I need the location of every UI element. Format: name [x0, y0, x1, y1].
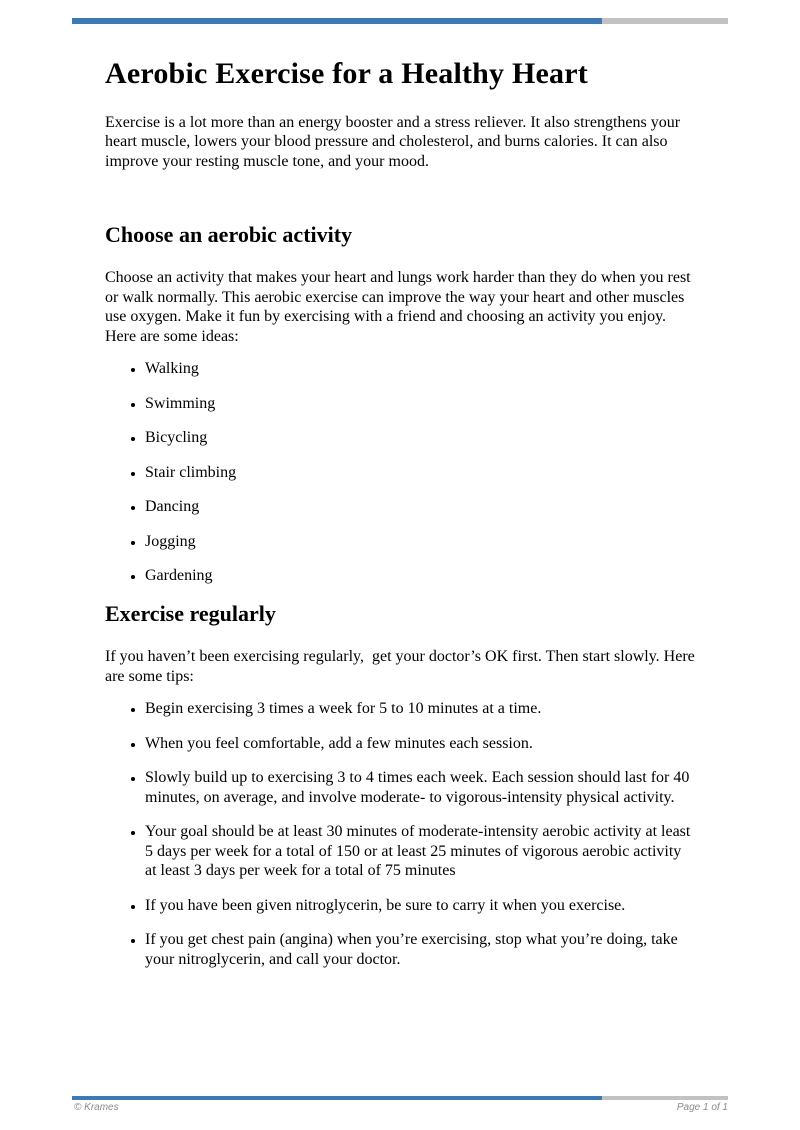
list-item: • When you feel comfortable, add a few minutes each session.	[145, 734, 695, 754]
section-heading-choose-activity: Choose an aerobic activity	[105, 222, 353, 247]
footer-rule-gray-segment	[602, 1096, 728, 1100]
list-item: • Swimming	[145, 394, 695, 414]
section-heading-exercise-regularly: Exercise regularly	[105, 600, 276, 626]
footer-copyright: © Krames	[74, 1102, 119, 1113]
list-item: • If you have been given nitroglycerin, be sure to carry it when you exercise.	[145, 896, 695, 916]
list-item: • Begin exercising 3 times a week for 5 to 10 minutes at a time.	[145, 699, 695, 719]
list-item: • If you get chest pain (angina) when you’re exercising, stop what you’re doing, take your nitroglycerin, and call your doctor.	[145, 930, 695, 969]
list-item: • Bicycling	[145, 428, 695, 448]
footer-rule	[72, 1096, 728, 1100]
footer-page-number: Page 1 of 1	[676, 1102, 728, 1113]
section-body-choose-activity: Choose an activity that makes your heart and lungs work harder than they do when you rest or walk normally. This aerobic exercise can improve the way your heart and other muscles use oxygen. Make it fun by exercising with a friend and choosing an activity you enjoy. Here are some ideas:	[105, 269, 695, 345]
section-body-exercise-regularly: If you haven’t been exercising regularly, get your doctor’s OK first. Then start slowly. Here are some tips:	[105, 648, 699, 685]
list-item: • Walking	[145, 359, 695, 379]
list-item: • Your goal should be at least 30 minutes of moderate-intensity aerobic activity at least 5 days per week for a total of 150 or at least 25 minutes of vigorous aerobic activity at least 3 days per week for a total of 75 minutes	[145, 822, 695, 881]
tips-bullet-list	[105, 699, 695, 969]
document-body	[105, 0, 699, 984]
list-item: • Stair climbing	[145, 463, 695, 483]
activity-bullet-list	[105, 359, 695, 586]
page-footer	[74, 1102, 728, 1113]
footer-rule-blue-segment	[72, 1096, 602, 1100]
list-item: • Slowly build up to exercising 3 to 4 times each week. Each session should last for 40 minutes, on average, and involve moderate- to vigorous-intensity physical activity.	[145, 768, 695, 807]
page-title: Aerobic Exercise for a Healthy Heart	[105, 57, 588, 90]
list-item: • Gardening	[145, 566, 695, 586]
intro-paragraph: Exercise is a lot more than an energy booster and a stress reliever. It also strengthens your heart muscle, lowers your blood pressure and cholesterol, and burns calories. It can also improve your resting muscle tone, and your mood.	[105, 113, 685, 170]
list-item: • Jogging	[145, 532, 695, 552]
list-item: • Dancing	[145, 497, 695, 517]
